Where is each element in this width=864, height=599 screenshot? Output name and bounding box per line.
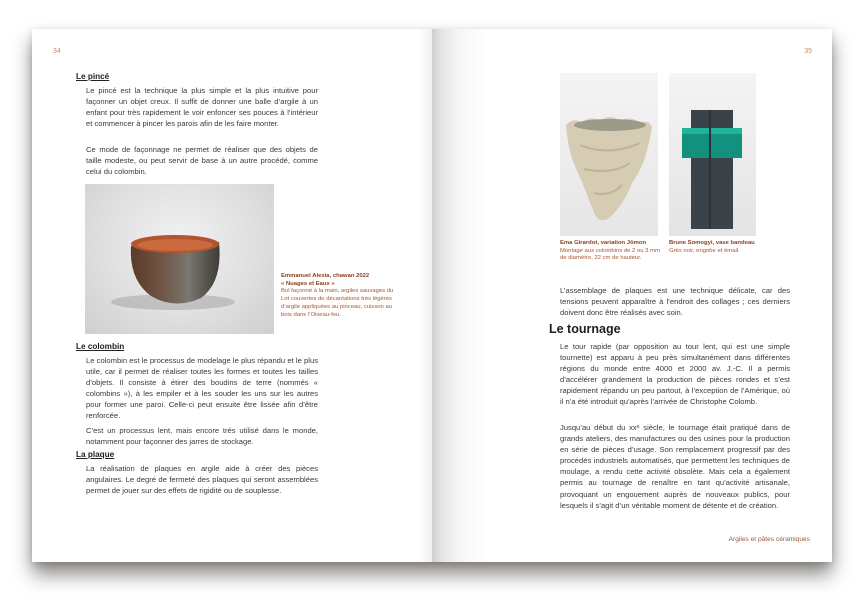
bowl-caption xyxy=(281,273,399,319)
paragraph: Jusqu’au début du xxᵉ siècle, le tournage était pratiqué dans de grands ateliers, des manufactures ou des usines pour la production en série de pièces d’usage. Son remplacement progressif par des procédés industriels automatisés, que permettent les techniques de moulage, a rendu cette activité obsolète. Mais cela a également permis au tournage de renaître en tant qu’activité artisanale, provoquant un engouement auprès de nouveaux publics, pour lesquels il s’agit d’un véritable moment de détente et de création. xyxy=(560,423,790,510)
vase-caption-1 xyxy=(560,240,665,263)
vase-illustration xyxy=(669,73,756,236)
caption-title: Emmanuel Alexia, chawan 2022 xyxy=(281,273,370,279)
heading-tournage: Le tournage xyxy=(549,322,621,336)
vase-illustration xyxy=(560,73,658,236)
twisted-vase-photo xyxy=(560,73,658,236)
heading-colombin: Le colombin xyxy=(76,342,125,351)
heading-pince: Le pincé xyxy=(76,72,110,81)
caption-title: Ema Girardot, variation Jōmon xyxy=(560,240,647,246)
book-spread xyxy=(32,29,832,562)
page-number: 34 xyxy=(53,48,61,55)
chawan-bowl-photo xyxy=(85,184,274,334)
banded-vase-photo xyxy=(669,73,756,236)
paragraph: La réalisation de plaques en argile aide à créer des pièces angulaires. Le degré de fermeté des plaques qui seront assemblées permet de jouer sur des effets de rigidité ou de souplesse. xyxy=(86,464,318,496)
caption-subtitle: « Nuages et Eaux » xyxy=(281,280,335,287)
caption-text: Montage aux colombins de 2 ou 3 mm de diamètre, 22 cm de hauteur. xyxy=(560,247,660,262)
bowl-illustration xyxy=(85,184,274,334)
vase-caption-2 xyxy=(669,240,779,255)
paragraph: Ce mode de façonnage ne permet de réaliser que des objets de taille modeste, ou peut servir de base à un autre procédé, comme celui du colombin. xyxy=(86,145,318,177)
caption-title: Brune Somogyi, vase bandeau xyxy=(669,240,755,246)
caption-text: Grès noir, engobe et émail. xyxy=(669,247,740,254)
caption-text: Bol façonné à la main, argiles sauvages du Lot couvertes de décantations très légères d’argile appliquées au pinceau, cuisson au bois dans l’Oiseau-feu. xyxy=(281,288,394,318)
right-page xyxy=(432,29,832,562)
paragraph: Le tour rapide (par opposition au tour lent, qui est une simple tournette) est apparu à peu près simultanément dans différentes régions du monde entre 4000 et 2000 av. J.-C. Il a permis d’accélérer grandement la production de pièces rondes et s’est rapidement répandu un peu partout, à l’exception de l’Amérique, où il n’a été introduit qu’après l’arrivée de Christophe Colomb. xyxy=(560,342,790,407)
paragraph: C’est un processus lent, mais encore très utilisé dans le monde, notamment pour façonner des jarres de stockage. xyxy=(86,426,318,447)
left-page xyxy=(32,29,432,562)
heading-plaque: La plaque xyxy=(76,450,115,459)
paragraph: Le colombin est le processus de modelage le plus répandu et le plus utile, car il permet de réaliser toutes les formes et toutes les tailles d’objets. Il consiste à étirer des boudins de terre (nommés « colombins »), à les empiler et à les souder les uns sur les autres pour former une paroi. Celle-ci peut ensuite être lissée afin d’être renforcée. xyxy=(86,356,318,421)
paragraph: Le pincé est la technique la plus simple et la plus intuitive pour façonner un objet creux. Il suffit de donner une balle d’argile à un enfant pour très rapidement le voir enfoncer ses pouces à l’intérieur et commencer à pincer les parois afin de les faire monter. xyxy=(86,86,318,129)
page-number: 35 xyxy=(804,48,812,55)
paragraph: L’assemblage de plaques est une technique délicate, car des tensions peuvent apparaître à l’endroit des collages ; ces derniers doivent donc être réalisés avec soin. xyxy=(560,286,790,318)
running-footer: Argiles et pâtes céramiques xyxy=(728,536,810,543)
